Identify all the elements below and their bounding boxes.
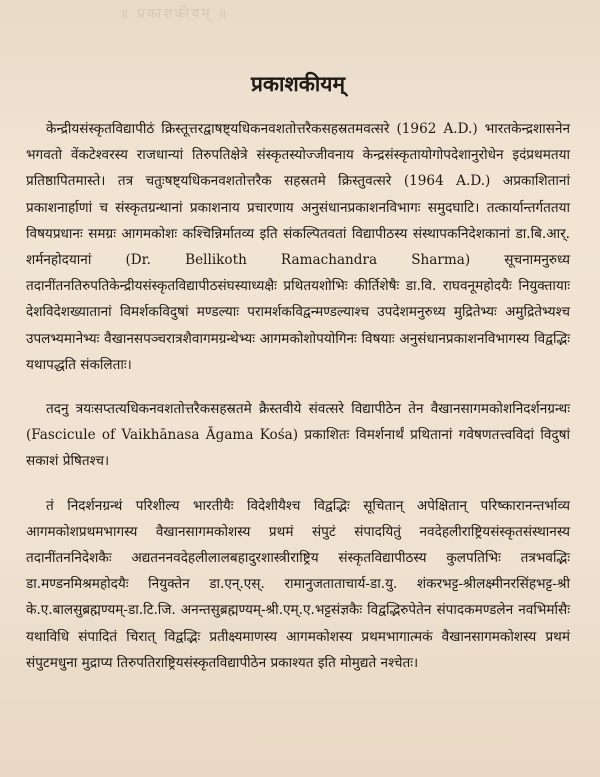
paragraph-2: तदनु त्रयःसप्तत्यधिकनवशतोत्तरैकसहस्रतमे क्रैस्तवीये संवत्सरे विद्यापीठेन तेन वैखानसागमकोशनिदर्शनग्रन्थः (Fascicule of Vaikhānasa Āgama Kośa) प्रकाशितः विमर्शनार्थं प्रथितानां गवेषणतत्त्वविदां विदुषां सकाशं प्रेषितश्च।: [26, 401, 570, 470]
show-through-text: ॥ प्रकाशकीयम् ॥: [120, 6, 229, 22]
paragraph-3: तं निदर्शनग्रन्थं परिशील्य भारतीयैः विदेशीयैश्च विद्वद्भिः सूचितान् अपेक्षितान् परिष्कारानन्तर्भाव्य आगमकोशप्रथमभागस्य वैखानसागमकोशस्य प्रथमं संपुटं संपादयितुं नवदेहलीराष्ट्रियसंस्कृतसंस्थानस्य तदानींतननिदेशकैः अद्यतननवदेहलीलालबहादुरशास्त्रीराष्ट्रिय संस्कृतविद्यापीठस्य कुलपतिभिः तत्रभवद्भिः डा.मण्डनमिश्रमहोदयैः नियुक्तेन डा.एन्.एस्. रामानुजताताचार्य-डा.यु. शंकरभट्ट-श्रीलक्ष्मीनरसिंहभट्ट-श्री के.ए.बालसुब्रह्मण्यम्-डा.टि.जि. अनन्तसुब्रह्मण्यम्-श्री.एम्.ए.भट्टसंज्ञकैः विद्वद्भिरुपेतेन संपादकमण्डलेन नवभिर्मासैः यथाविधि संपादितं चिरात् विद्वद्भिः प्रतीक्ष्यमाणस्य आगमकोशस्य प्रथमभागात्मकं वैखानसागमकोशस्य प्रथमं संपुटमधुना मुद्राप्य तिरुपतिराष्ट्रियसंस्कृतविद्यापीठेन प्रकाश्यत इति मोमुद्यते नश्चेतः।: [26, 497, 570, 671]
paragraph-1: केन्द्रीयसंस्कृतविद्यापीठं क्रिस्तूत्तरद्वाषष्ट्यधिकनवशतोत्तरैकसहस्रतमवत्सरे (1962 A.D.) भारतकेन्द्रशासनेन भगवतो वेंकटेश्वरस्य राजधान्यां तिरुपतिक्षेत्रे संस्कृतस्योज्जीवनाय केन्द्रसंस्कृतायोगोपदेशानुरोधेन इदंप्रथमतया प्रतिष्ठापितमास्ते। तत्र चतुःषष्ट्यधिकनवशतोत्तरैक सहस्रतमे क्रिस्तुवत्सरे (1964 A.D.) अप्रकाशितानां प्रकाशनार्हाणां च संस्कृतग्रन्थानां प्रकाशनाय प्रचारणाय अनुसंधानप्रकाशनविभागः समुदघाटि। तत्कार्यान्तर्गततया विषयप्रधानः समग्रः आगमकोशः कश्चिन्निर्मातव्य इति संकल्पितवतां विद्यापीठस्य संस्थापकनिदेशकानां डा.बि.आर्. शर्मनहोदयानां (Dr. Bellikoth Ramachandra Sharma) सूचनामनुरुध्य तदानींतनतिरुपतिकेन्द्रीयसंस्कृतविद्यापीठसंघस्याध्यक्षैः प्रथितयशोभिः कीर्तिशेषैः डा.वि. राघवनूमहोदयैः नियुक्तायाः देशविदेशख्यातानां विमर्शकविदुषां मण्डल्याः परामर्शकविद्वन्मण्डल्याश्च उपदेशमनुरुध्य मुद्रितेभ्यः अमुद्रितेभ्यश्च उपलभ्यमानेभ्यः वैखानसपञ्चरात्रशैवागमग्रन्थेभ्यः आगमकोशोपयोगिनः विषयाः अनुसंधानप्रकाशनविभागस्य विद्वद्भिः यथापद्धति संकलिताः।: [26, 121, 570, 373]
page-title: प्रकाशकीयम्: [250, 71, 346, 96]
